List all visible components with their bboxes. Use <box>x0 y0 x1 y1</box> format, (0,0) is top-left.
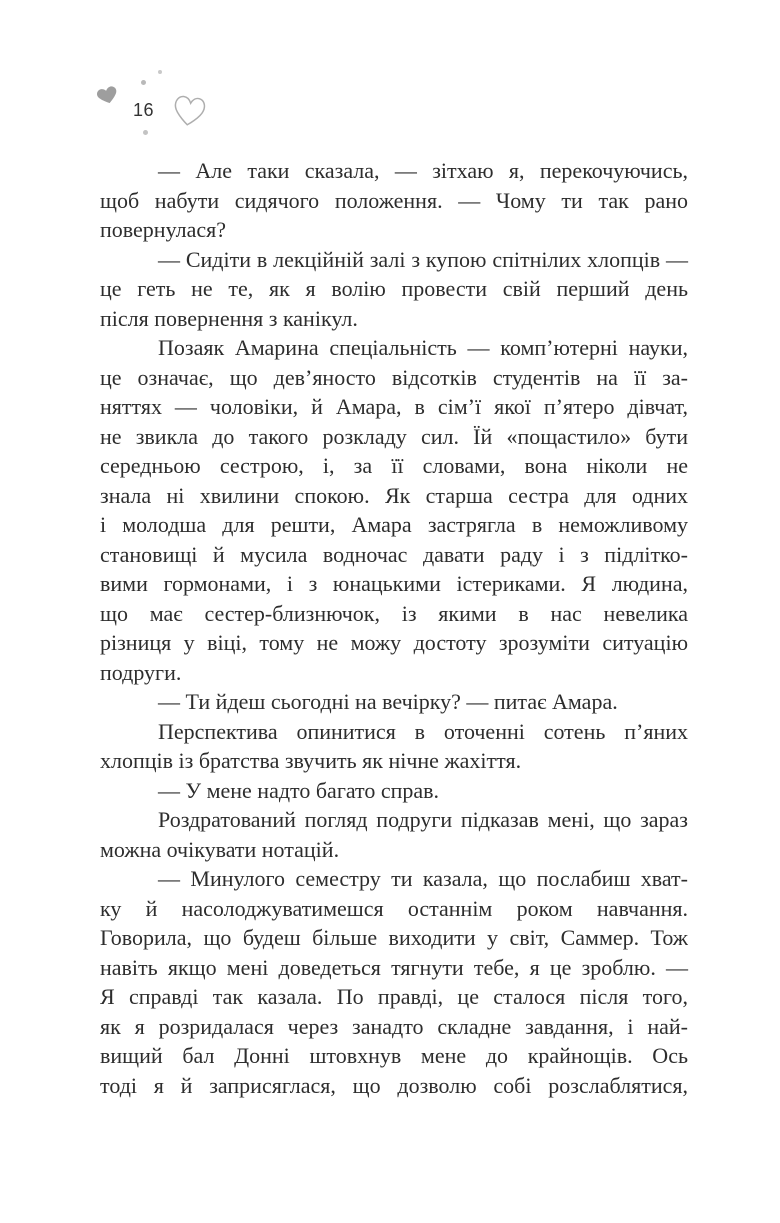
text-line: не звикла до такого розкладу сил. Їй «пощастило» бути <box>100 423 688 449</box>
text-line: щоб набути сидячого положення. — Чому ти так рано <box>100 187 688 213</box>
text-line: — Сидіти в лекційній залі з купою спітнілих хлопців — <box>158 246 688 272</box>
paragraph <box>100 776 688 806</box>
text-line: хлопців із братства звучить як нічне жахіття. <box>100 748 522 773</box>
paragraph <box>100 156 688 245</box>
text-line: можна очікувати нотацій. <box>100 836 340 862</box>
text-line: становищі й мусила водночас давати раду і з підлітко- <box>100 541 688 567</box>
paragraph <box>100 333 688 687</box>
text-line: навіть якщо мені доведеться тягнути тебе, я це зроблю. — <box>100 954 688 980</box>
text-line: це означає, що дев’яносто відсотків студентів на її за- <box>100 364 688 390</box>
dot-decoration <box>141 80 146 85</box>
paragraph <box>100 245 688 334</box>
text-line: Роздратований погляд подруги підказав мені, що зараз <box>158 807 688 832</box>
text-line: що має сестер-близнючок, із якими в нас невелика <box>100 600 688 626</box>
text-line: це геть не те, як я волію провести свій перший день <box>100 276 688 301</box>
text-line: як я розридалася через занадто складне завдання, і най- <box>100 1013 688 1039</box>
text-line: — Минулого семестру ти казала, що послабиш хват- <box>158 866 688 891</box>
text-line: вищий бал Донні штовхнув мене до крайнощів. Ось <box>100 1043 688 1068</box>
text-line: ку й насолоджуватимешся останнім роком навчання. <box>100 895 688 921</box>
dot-decoration <box>158 70 162 74</box>
text-line: знала ні хвилини спокою. Як старша сестра для одних <box>100 482 688 508</box>
text-line: Позаяк Амарина спеціальність — комп’ютерні науки, <box>158 335 688 360</box>
text-line: вими гормонами, і з юнацькими істериками. Я людина, <box>100 571 688 596</box>
paragraph <box>100 864 688 1100</box>
text-line: Я справді так казала. По правді, це сталося після того, <box>100 984 688 1009</box>
text-line: Перспектива опинитися в оточенні сотень п’яних <box>158 718 688 744</box>
paragraph <box>100 805 688 864</box>
heart-filled-icon <box>95 83 121 109</box>
paragraph <box>100 717 688 776</box>
text-line: різниця у віці, тому не можу достоту зрозуміти ситуацію <box>100 630 688 655</box>
text-line: тоді я й заприсяглася, що дозволю собі розслаблятися, <box>100 1072 688 1098</box>
text-line: подруги. <box>100 659 182 685</box>
text-line: — Ти йдеш сьогодні на вечірку? — питає Амара. <box>158 689 618 714</box>
text-line: Говорила, що будеш більше виходити у світ, Саммер. Тож <box>100 925 688 950</box>
text-line: і молодша для решти, Амара застрягла в неможливому <box>100 512 688 537</box>
page-number: 16 <box>133 100 155 120</box>
page-text <box>100 156 688 1100</box>
paragraph <box>100 687 688 717</box>
text-line: середньою сестрою, і, за її словами, вона ніколи не <box>100 453 688 478</box>
text-line: няттях — чоловіки, й Амара, в сім’ї якої п’ятеро дівчат, <box>100 394 688 419</box>
text-line: повернулася? <box>100 217 226 242</box>
dot-decoration <box>143 130 148 135</box>
text-line: — У мене надто багато справ. <box>158 777 440 803</box>
heart-outline-icon <box>170 89 209 133</box>
text-line: після повернення з канікул. <box>100 305 358 331</box>
text-line: — Але таки сказала, — зітхаю я, перекочуючись, <box>158 158 688 183</box>
